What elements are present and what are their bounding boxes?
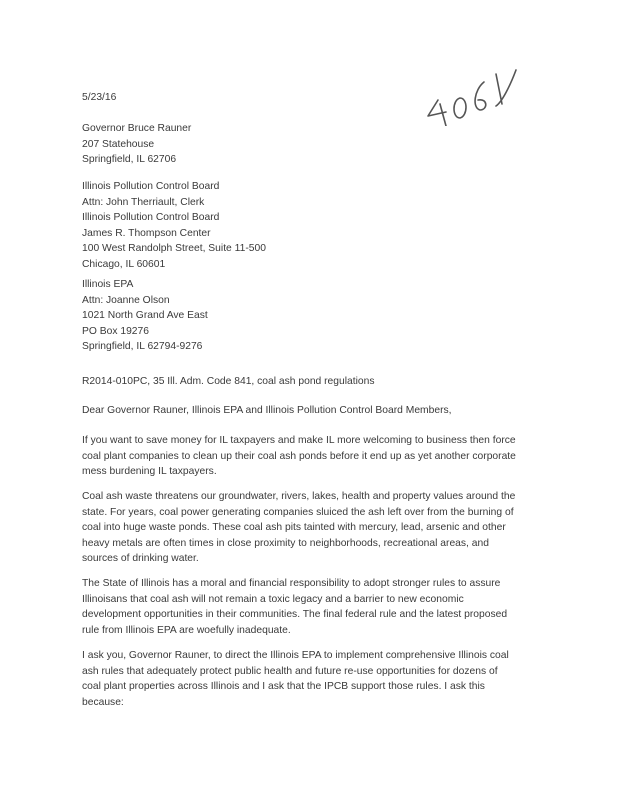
address-line: Attn: John Therriault, Clerk bbox=[82, 196, 205, 208]
address-line: James R. Thompson Center bbox=[82, 227, 211, 239]
address-line: 1021 North Grand Ave East bbox=[82, 310, 208, 321]
address-line: 100 West Randolph Street, Suite 11-500 bbox=[82, 243, 266, 254]
address-line: 207 Statehouse bbox=[82, 138, 155, 150]
salutation: Dear Governor Rauner, Illinois EPA and Illinois Pollution Control Board Members, bbox=[82, 405, 452, 416]
body-paragraph: If you want to save money for IL taxpayers and make IL more welcoming to business then force coal plant companies to clean up their coal ash ponds before it end up as yet another corporate mess burdening IL taxpayers. bbox=[82, 435, 516, 477]
address-line: Springfield, IL 62706 bbox=[82, 154, 177, 165]
body-paragraph: Coal ash waste threatens our groundwater, rivers, lakes, health and property values around the state. For years, coal power generating companies sluiced the ash left over from the burning of coal into huge waste ponds. These coal ash pits tainted with mercury, lead, arsenic and other heavy metals are often times in close proximity to neighborhoods, recreational areas, and sources of drinking water. bbox=[82, 491, 516, 564]
letter-date: 5/23/16 bbox=[82, 92, 117, 103]
address-line: Attn: Joanne Olson bbox=[82, 294, 170, 306]
address-line: PO Box 19276 bbox=[82, 325, 149, 337]
address-governor bbox=[82, 121, 552, 168]
body-paragraph: I ask you, Governor Rauner, to direct the Illinois EPA to implement comprehensive Illinois coal ash rules that adequately protect public health and future re-use opportunities for dozens of coal plant properties across Illinois and I ask that the IPCB support those rules. I ask this because: bbox=[82, 650, 509, 708]
address-line: Illinois Pollution Control Board bbox=[82, 181, 220, 192]
address-line: Springfield, IL 62794-9276 bbox=[82, 341, 203, 352]
address-pollution-control-board bbox=[82, 179, 552, 272]
address-line: Illinois Pollution Control Board bbox=[82, 212, 220, 223]
address-line: Chicago, IL 60601 bbox=[82, 258, 166, 270]
address-illinois-epa bbox=[82, 277, 552, 355]
subject-line: R2014-010PC, 35 Ill. Adm. Code 841, coal ash pond regulations bbox=[82, 376, 375, 387]
address-line: Governor Bruce Rauner bbox=[82, 123, 192, 134]
address-line: Illinois EPA bbox=[82, 279, 134, 290]
body-paragraph: The State of Illinois has a moral and financial responsibility to adopt stronger rules to assure Illinoisans that coal ash will not remain a toxic legacy and a barrier to new economic development opportunities in their communities. The final federal rule and the latest proposed rule from Illinois EPA are woefully inadequate. bbox=[82, 578, 508, 636]
